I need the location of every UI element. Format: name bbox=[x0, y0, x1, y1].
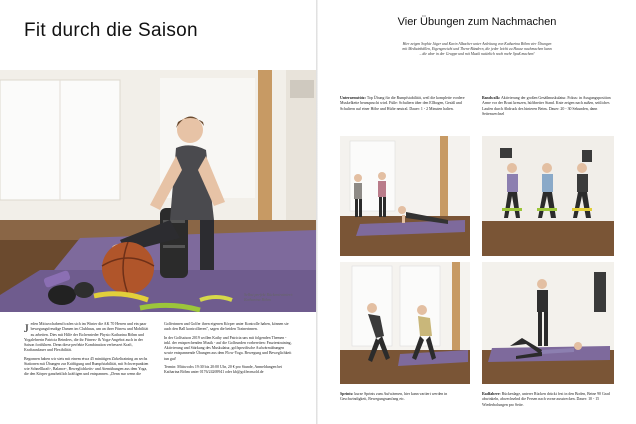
article-column-2 bbox=[164, 322, 292, 378]
paragraph: Golferinnen und Golfer ihren eigenen Körper unter Kontrolle haben, können sie auch den Ball kontrollieren", sagen die beiden Trainerinnen. bbox=[164, 322, 289, 332]
exercises-intro: Hier zeigen Sophie Jäger und Karin Albacher unter Anleitung von Katharina Böhm vier Übungen mit Medizinbällen, Eigengewicht und Thera-Bändern, die jeder leicht zu Hause nachmachen kann – die aber in der Gruppe und mit Musik natürlich noch mehr Spaß machen! bbox=[402, 42, 552, 57]
paragraph: In der Golfsaison 2019 wollen Kathy und Patricia uns mit folgenden Themen - inkl. der entsprechenden Musik - auf die Golfrunden vorbereiten: Faszientraining, Aktivierung und Stärkung des Muskulatur, golfspezifische Aufwärmübungen sowie entspannende Übungen aus dem Flow-Yoga. Bewegung und Beweglichkeit tun gut! bbox=[164, 335, 292, 361]
exercise-description-bandwalk bbox=[482, 96, 614, 117]
exercise-label: Bandwalk: bbox=[482, 96, 501, 100]
exercise-description-sprints bbox=[340, 392, 468, 403]
intro-text: eden Mittwochabend trafen sich im Winter die AK 70 Herren und ein paar bewegungsfreudige Damen im Clubhaus, um an ihrer Fitness und Mobilität zu arbeiten. Dies mit Hilfe der Eichenrieder Physio Katharina Böhm und Yogalehrerin Patricia Reinders, die ihr Fitness- & Yoga-Angebot auch in der Saison fortführen. Denn diese perfekte Kombination verbessert Kraft, Kraftausdauer und Flexibilität. bbox=[24, 322, 149, 353]
exercises-title: Vier Übungen zum Nachmachen bbox=[397, 16, 557, 28]
exercise-photo-sprints bbox=[340, 262, 470, 384]
exercise-label: Radfahrer: bbox=[482, 392, 501, 396]
hero-photo bbox=[0, 70, 317, 312]
exercise-label: Unterarmstütz: bbox=[340, 96, 366, 100]
right-page bbox=[318, 0, 636, 424]
left-page bbox=[0, 0, 317, 424]
page-title: Fit durch die Saison bbox=[24, 20, 198, 41]
exercise-label: Sprints: bbox=[340, 392, 354, 396]
exercise-description-bicycle bbox=[482, 392, 614, 408]
photo-caption: Selbst perfekt Rückentrainiert: Katharina Böhm bbox=[244, 292, 294, 303]
exercise-text: Rückenlage, unterer Rücken drückt fest in den Boden, Beine 90 Grad abwinkeln, abwechselnd die Fersen nach vorne ausstrecken. Dauer: 10 - 15 Wiederholungen pro Seite. bbox=[482, 392, 610, 407]
paragraph: Begonnen haben wir stets mit einem etwa 45 minütigen Zirkeltraining an sechs Stationen mit Übungen zur Kräftigung und Rumpfstabilität, mit Schwerpunkten wie Schnellkraft-, Balance-, Beweglichkeits- und Atemübungen aus dem Yoga, die den Körper ganzheitlich kräftigen und entspannen. „Denn nur wenn die bbox=[24, 356, 149, 377]
schedule-info: Termin: Mittwochs 19:30 bis 20:00 Uhr, 20 € pro Stunde, Anmeldungen bei Katharina Böhm unter 0176/24269941 oder kb@golfeonsold.de bbox=[164, 364, 283, 375]
exercise-photo-bicycle-crunch bbox=[482, 262, 614, 384]
exercise-text: kurze Sprints zum Aufwärmen, hier kann variiert werden in Geschwindigkeit, Bewegungsumfang etc. bbox=[340, 392, 448, 402]
exercise-photo-bandwalk bbox=[482, 136, 614, 256]
exercise-text: Top Übung für die Rumpfstabilität, weil die komplette vordere Muskelkette beansprucht wird. Füße: Schultern über den Ellbogen, Gesäß und Schultern auf einer Höhe und Hüfte neutral. Dauer: 1 - 2 Minuten halten. bbox=[340, 96, 465, 111]
exercise-photo-plank bbox=[340, 136, 470, 256]
article-column-1 bbox=[24, 322, 152, 381]
drop-cap: J bbox=[24, 321, 29, 335]
intro-paragraph bbox=[24, 322, 152, 354]
exercise-description-plank bbox=[340, 96, 468, 112]
exercise-text: Aktivierung der großen Gesäßmuskulatur. Fokus: in Ausgangsposition Arme vor der Brust kreuzen, hüftbreiter Stand. Knie zeigen nach außen, seitliches Laufen durch Abdruck des hinteren Beins. Dauer: 20 - 30 Sekunden, dann Seitenwechsel bbox=[482, 96, 611, 116]
